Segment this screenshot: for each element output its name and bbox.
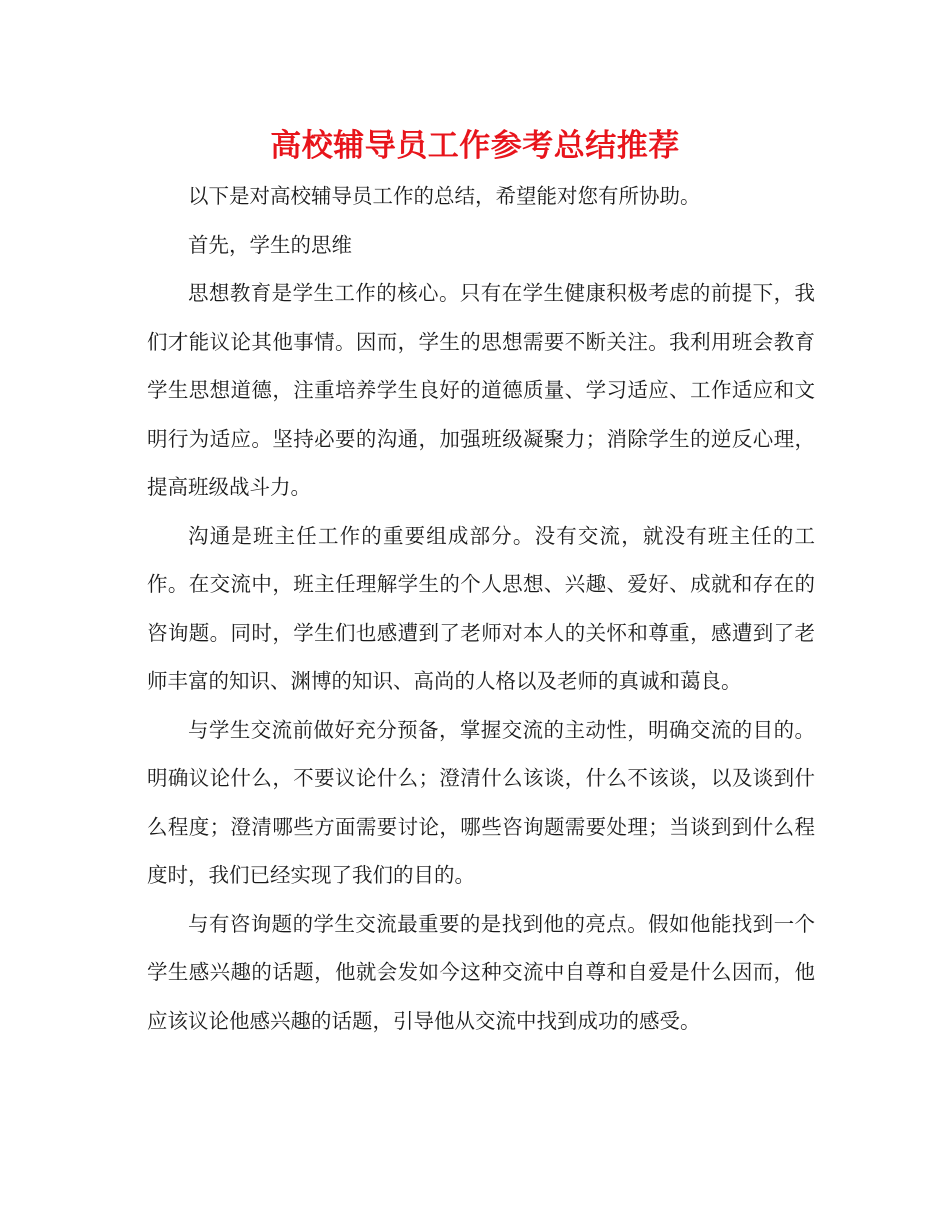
- document-body: [147, 172, 815, 1045]
- paragraph-thought-education: 思想教育是学生工作的核心。只有在学生健康积极考虑的前提下，我们才能议论其他事情。因而，学生的思想需要不断关注。我利用班会教育学生思想道德，注重培养学生良好的道德质量、学习适应、工作适应和文明行为适应。坚持必要的沟通，加强班级凝聚力；消除学生的逆反心理，提高班级战斗力。: [147, 281, 815, 499]
- paragraph-highlight: 与有咨询题的学生交流最重要的是找到他的亮点。假如他能找到一个学生感兴趣的话题，他就会发如今这种交流中自尊和自爱是什么因而，他应该议论他感兴趣的话题，引导他从交流中找到成功的感受。: [147, 911, 815, 1033]
- paragraph-intro: 以下是对高校辅导员工作的总结，希望能对您有所协助。: [188, 184, 701, 208]
- paragraph-communication: 沟通是班主任工作的重要组成部分。没有交流，就没有班主任的工作。在交流中，班主任理解学生的个人思想、兴趣、爱好、成就和存在的咨询题。同时，学生们也感遭到了老师对本人的关怀和尊重，感遭到了老师丰富的知识、渊博的知识、高尚的人格以及老师的真诚和蔼良。: [147, 523, 815, 693]
- paragraph-heading-first: 首先，学生的思维: [188, 232, 352, 257]
- document-title: 高校辅导员工作参考总结推荐: [270, 128, 680, 164]
- paragraph-preparation: 与学生交流前做好充分预备，掌握交流的主动性，明确交流的目的。明确议论什么，不要议论什么；澄清什么该谈，什么不该谈，以及谈到什么程度；澄清哪些方面需要讨论，哪些咨询题需要处理；当谈到到什么程度时，我们已经实现了我们的目的。: [147, 717, 815, 887]
